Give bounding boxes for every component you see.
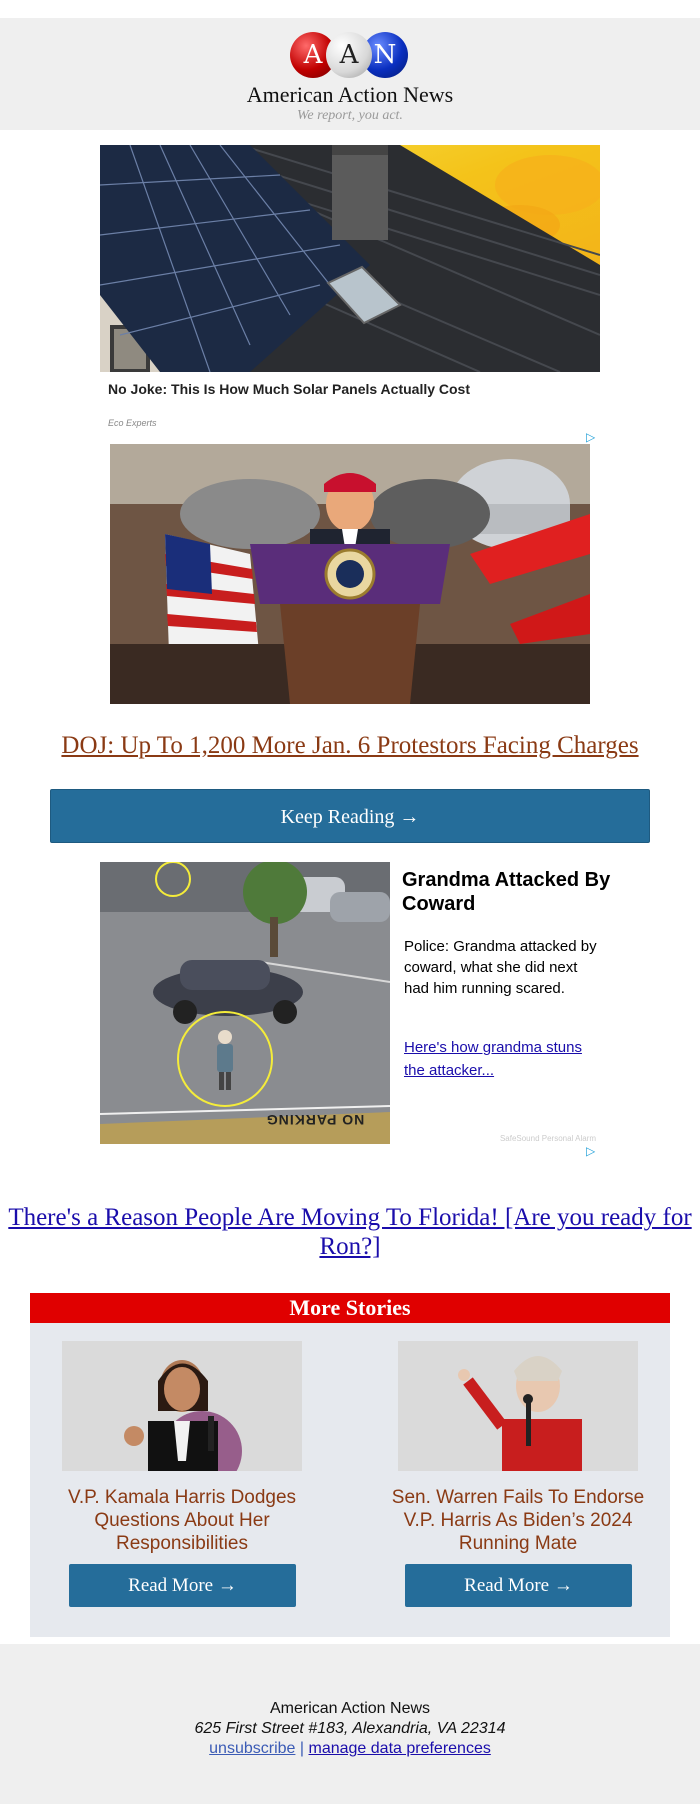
solar-roof-illustration: [100, 145, 600, 372]
story-image-warren[interactable]: [398, 1341, 638, 1471]
logo-letter-n-blue: N: [362, 32, 408, 78]
harris-portrait: [62, 1341, 302, 1471]
solar-ad-title[interactable]: No Joke: This Is How Much Solar Panels Actually Cost: [108, 381, 471, 397]
trump-podium-image[interactable]: [110, 444, 590, 704]
parking-lot-illustration: [100, 862, 390, 1144]
warren-portrait: [398, 1341, 638, 1471]
footer-links: [0, 1740, 700, 1758]
footer-separator: |: [299, 1740, 305, 1757]
brand-name: American Action News: [246, 82, 454, 107]
grandma-ad-image[interactable]: [100, 862, 390, 1144]
grandma-ad-description[interactable]: Police: Grandma attacked by coward, what she did next had him running scared.: [404, 938, 597, 997]
footer-address: 625 First Street #183, Alexandria, VA 22314: [194, 1720, 506, 1737]
logo-letter-a-red: A: [290, 32, 336, 78]
solar-ad-image[interactable]: [100, 145, 600, 372]
email-header: [0, 18, 700, 130]
story-title-warren[interactable]: Sen. Warren Fails To Endorse V.P. Harris As Biden’s 2024 Running Mate: [391, 1487, 645, 1554]
article-headline-link[interactable]: DOJ: Up To 1,200 More Jan. 6 Protestors Facing Charges: [61, 732, 639, 759]
unsubscribe-link[interactable]: unsubscribe: [209, 1740, 296, 1757]
grandma-ad-link[interactable]: Here's how grandma stuns the attacker...: [404, 1039, 582, 1079]
logo[interactable]: [0, 32, 700, 80]
rally-collage-illustration: [110, 444, 590, 704]
florida-promo-link[interactable]: There's a Reason People Are Moving To Florida! [Are you ready for Ron?]: [8, 1204, 692, 1260]
read-more-button[interactable]: Read More →: [405, 1564, 632, 1607]
read-more-button[interactable]: Read More →: [69, 1564, 296, 1607]
more-stories-heading: More Stories: [30, 1293, 670, 1323]
manage-preferences-link[interactable]: manage data preferences: [308, 1740, 491, 1757]
ad-choices-icon[interactable]: ▷: [586, 1144, 596, 1158]
no-parking-marking: NO PARKING: [265, 1112, 365, 1128]
story-title-harris[interactable]: V.P. Kamala Harris Dodges Questions About Her Responsibilities: [67, 1487, 297, 1554]
story-image-harris[interactable]: [62, 1341, 302, 1471]
footer-org-name: American Action News: [269, 1700, 431, 1717]
solar-ad-source[interactable]: Eco Experts: [108, 418, 157, 428]
ad-choices-icon[interactable]: ▷: [586, 430, 596, 444]
keep-reading-button[interactable]: Keep Reading →: [50, 789, 650, 843]
logo-letter-a-white: A: [326, 32, 372, 78]
grandma-ad-source[interactable]: SafeSound Personal Alarm: [499, 1134, 596, 1143]
tagline: We report, you act.: [297, 108, 403, 123]
grandma-ad-title[interactable]: Grandma Attacked By Coward: [402, 869, 611, 915]
